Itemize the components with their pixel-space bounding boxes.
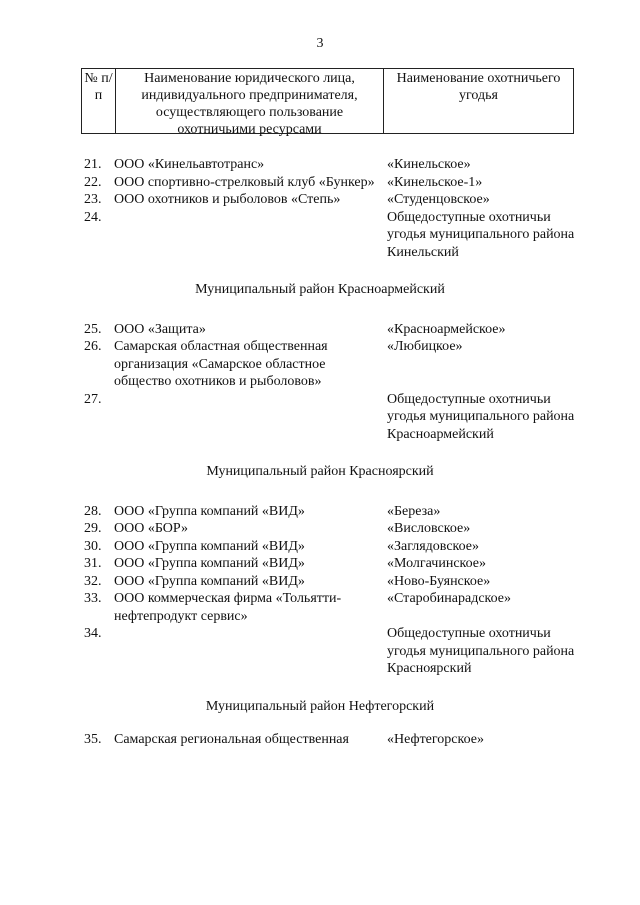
section-heading: Муниципальный район Красноармейский <box>195 282 445 297</box>
table-row <box>84 391 584 444</box>
row-land: «Ново-Буянское» <box>387 573 491 589</box>
header-col-entity: Наименование юридического лица, индивидуального предпринимателя, осуществляющего пользование охотничьими ресурсами <box>116 69 384 133</box>
row-number: 31. <box>84 556 102 571</box>
row-number: 29. <box>84 521 102 536</box>
table-row <box>84 503 584 521</box>
row-land: «Кинельское-1» <box>387 174 483 190</box>
row-entity: ООО «Группа компаний «ВИД» <box>114 573 305 589</box>
row-number: 27. <box>84 391 102 407</box>
table-body <box>84 156 584 749</box>
row-entity: ООО «БОР» <box>114 521 189 536</box>
row-land: Общедоступные охотничьи угодья муниципального района Кинельский <box>387 209 575 260</box>
row-entity: ООО «Группа компаний «ВИД» <box>114 503 305 519</box>
row-land: «Висловское» <box>387 521 471 536</box>
row-number: 21. <box>84 157 102 172</box>
table-row <box>84 338 584 391</box>
row-land: «Любицкое» <box>387 339 463 354</box>
table-header <box>81 68 574 137</box>
row-number: 25. <box>84 321 102 337</box>
row-land: «Студенцовское» <box>387 192 490 207</box>
row-number: 22. <box>84 174 102 190</box>
table-row <box>84 321 584 339</box>
table-row <box>84 156 584 174</box>
table-row <box>84 573 584 591</box>
row-land: «Береза» <box>387 503 441 519</box>
row-land: Общедоступные охотничьи угодья муниципального района Красноармейский <box>387 391 575 442</box>
row-land: «Кинельское» <box>387 157 471 172</box>
row-entity: Самарская областная общественная организация «Самарское областное общество охотников и рыболовов» <box>114 339 328 389</box>
page-number: 3 <box>316 36 324 51</box>
table-row <box>84 520 584 538</box>
row-number: 32. <box>84 573 102 589</box>
table-row <box>84 191 584 209</box>
row-entity: Самарская региональная общественная <box>114 732 349 747</box>
row-entity: ООО коммерческая фирма «Тольятти-нефтепродукт сервис» <box>114 591 342 624</box>
row-land: «Старобинарадское» <box>387 591 512 606</box>
table-row <box>84 731 584 749</box>
table-row <box>84 555 584 573</box>
row-entity <box>114 625 387 678</box>
row-entity: ООО «Кинельавтотранс» <box>114 157 265 172</box>
row-number: 23. <box>84 192 102 207</box>
row-number: 26. <box>84 339 102 354</box>
row-entity: ООО «Группа компаний «ВИД» <box>114 538 305 554</box>
row-land: «Красноармейское» <box>387 321 506 337</box>
row-number: 34. <box>84 626 102 641</box>
row-land: Общедоступные охотничьи угодья муниципального района Красноярский <box>387 626 575 676</box>
row-number: 33. <box>84 591 102 606</box>
row-land: «Нефтегорское» <box>387 732 484 747</box>
table-row <box>84 538 584 556</box>
row-number: 24. <box>84 209 102 225</box>
table-row <box>84 590 584 625</box>
table-row <box>84 174 584 192</box>
section-heading: Муниципальный район Нефтегорский <box>205 698 435 714</box>
row-number: 30. <box>84 538 102 554</box>
row-entity: ООО охотников и рыболовов «Степь» <box>114 192 341 207</box>
header-col-land: Наименование охотничьего угодья <box>396 71 561 103</box>
table-row <box>84 209 584 262</box>
row-entity: ООО спортивно-стрелковый клуб «Бункер» <box>114 174 375 190</box>
row-entity <box>114 209 387 262</box>
row-number: 35. <box>84 732 102 747</box>
row-number: 28. <box>84 503 102 519</box>
table-row <box>84 625 584 678</box>
section-heading: Муниципальный район Красноярский <box>206 464 434 479</box>
row-land: «Молгачинское» <box>387 556 487 571</box>
row-entity <box>114 391 387 444</box>
header-col-number: № п/п <box>82 69 116 133</box>
row-entity: ООО «Группа компаний «ВИД» <box>114 556 305 571</box>
row-entity: ООО «Защита» <box>114 321 206 337</box>
row-land: «Заглядовское» <box>387 538 480 554</box>
